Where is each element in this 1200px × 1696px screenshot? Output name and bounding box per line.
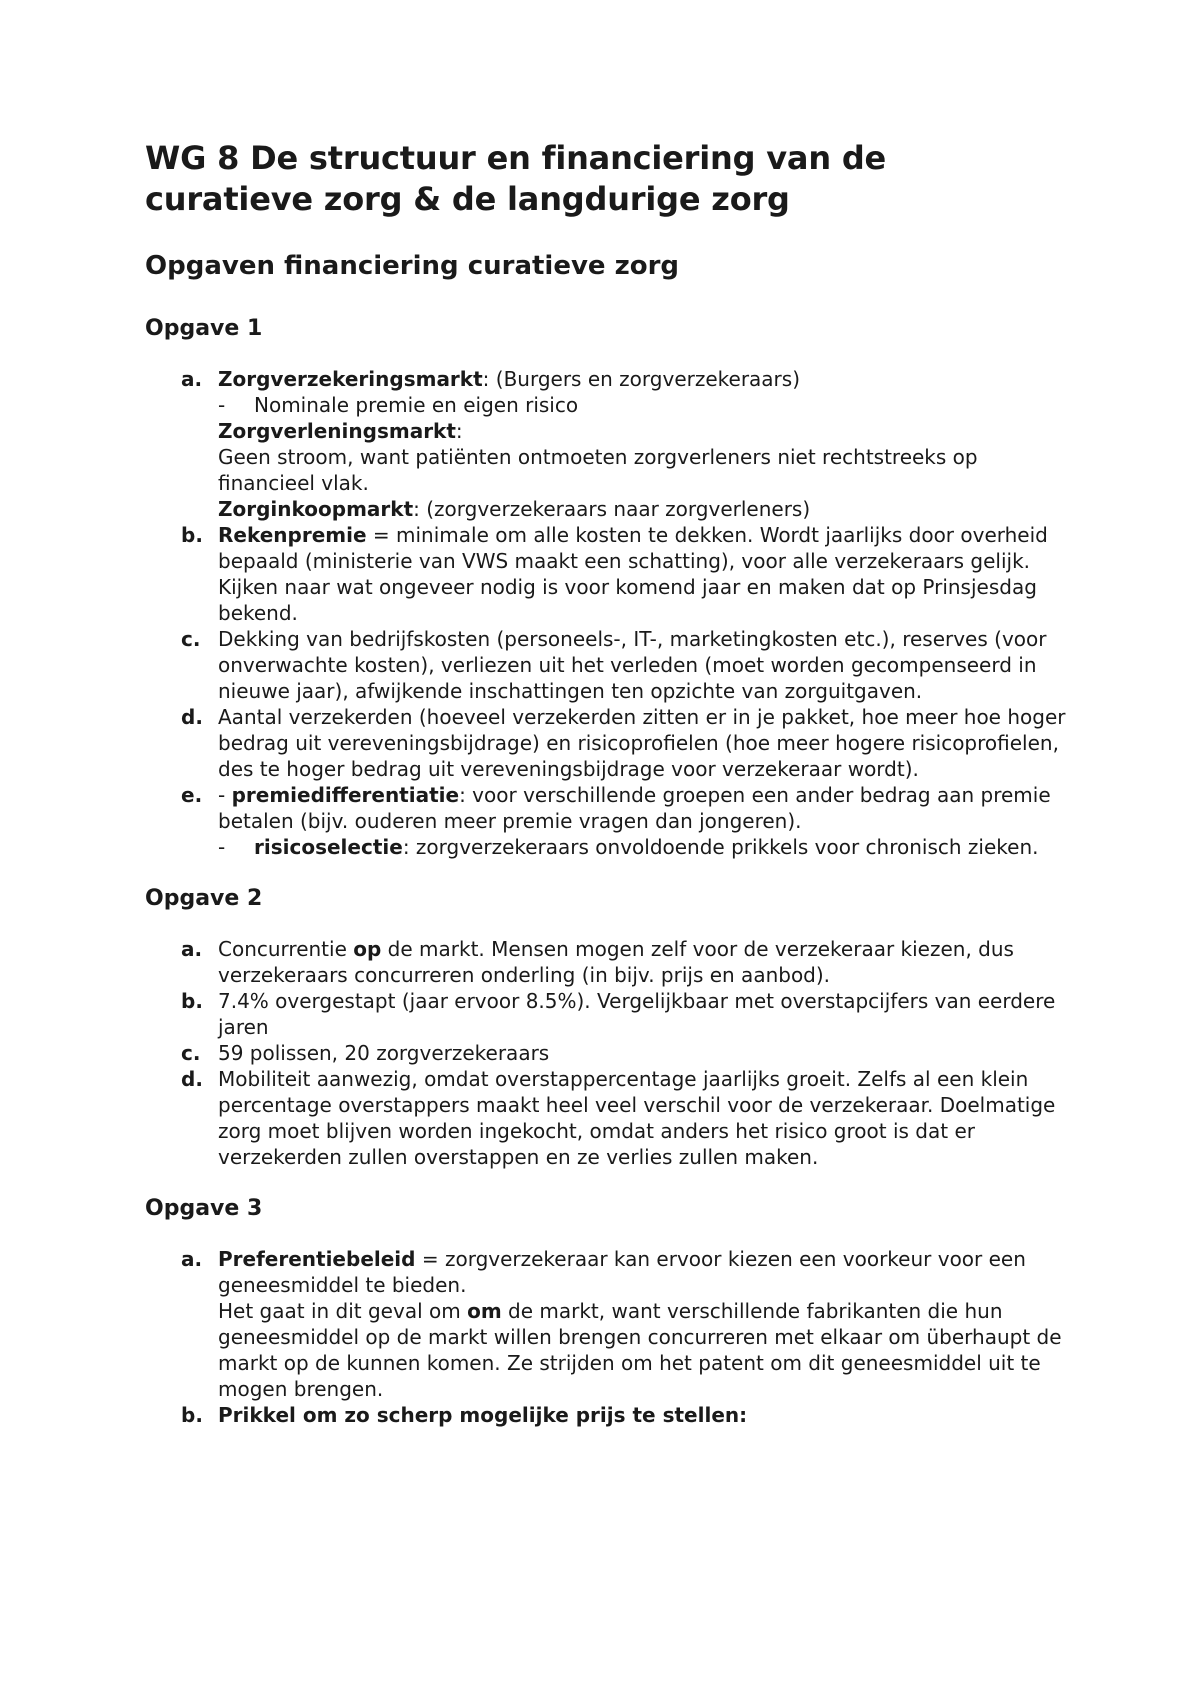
section-title: Opgaven financiering curatieve zorg xyxy=(145,251,680,281)
item-text xyxy=(218,1246,1075,1298)
item-text xyxy=(218,366,1075,392)
opgave-2-item-b xyxy=(145,988,1075,1040)
term-description: : zorgverzekeraars onvoldoende prikkels voor chronisch zieken. xyxy=(402,835,1039,859)
term: premiedifferentiatie xyxy=(231,783,460,807)
term: Zorgverzekeringsmarkt xyxy=(218,367,483,391)
item-letter: a. xyxy=(181,1247,203,1271)
item-letter: b. xyxy=(181,1403,203,1427)
item-letter: d. xyxy=(181,1067,203,1091)
opgave-2-item-c xyxy=(145,1040,1075,1066)
item-letter: c. xyxy=(181,627,201,651)
text-run: Het gaat in dit geval om xyxy=(218,1299,468,1323)
item-text xyxy=(218,936,1075,988)
opgave-3-item-a xyxy=(145,1246,1075,1402)
opgave-2-item-d xyxy=(145,1066,1075,1170)
term-description: = minimale om alle kosten te dekken. Wordt jaarlijks door overheid bepaald (ministerie van VWS maakt een schatting), voor alle verzekeraars gelijk. Kijken naar wat ongeveer nodig is voor komend jaar en maken dat op Prinsjesdag bekend. xyxy=(218,523,1048,625)
dash-lead: - xyxy=(218,783,232,807)
dash-item xyxy=(218,834,1075,860)
item-text: 59 polissen, 20 zorgverzekeraars xyxy=(218,1041,550,1065)
term-description: : (Burgers en zorgverzekeraars) xyxy=(482,367,800,391)
text-run: de markt, want verschillende fabrikanten die hun geneesmiddel op de markt willen brengen concurreren met elkaar om überhaupt de markt op de kunnen komen. Ze strijden om het patent om dit geneesmiddel uit te mogen brengen. xyxy=(218,1299,1062,1401)
opgave-1-item-a xyxy=(145,366,1075,522)
opgave-1-list xyxy=(145,366,1075,860)
item-text xyxy=(218,418,1075,444)
opgave-2-item-a xyxy=(145,936,1075,988)
opgave-1-item-c xyxy=(145,626,1075,704)
term: Rekenpremie xyxy=(218,523,367,547)
dash-item xyxy=(218,392,1075,418)
opgave-1-item-d xyxy=(145,704,1075,782)
dash-bullet: - xyxy=(218,835,226,859)
item-letter: b. xyxy=(181,523,203,547)
item-letter: c. xyxy=(181,1041,201,1065)
item-letter: a. xyxy=(181,367,203,391)
term-description: : voor verschillende groepen een ander bedrag aan premie betalen (bijv. ouderen meer premie vragen dan jongeren). xyxy=(218,783,1051,833)
item-letter: d. xyxy=(181,705,203,729)
text-run: de markt. Mensen mogen zelf voor de verzekeraar kiezen, dus verzekeraars concurreren onderling (in bijv. prijs en aanbod). xyxy=(218,937,1014,987)
item-letter: a. xyxy=(181,937,203,961)
title-line-2: curatieve zorg & de langdurige zorg xyxy=(145,180,790,218)
document-page xyxy=(145,138,1075,1428)
opgave-2-list xyxy=(145,936,1075,1170)
emphasis: op xyxy=(353,937,382,961)
opgave-1-item-b xyxy=(145,522,1075,626)
item-text xyxy=(218,1298,1075,1402)
opgave-2-heading: Opgave 2 xyxy=(145,886,263,911)
item-text: Aantal verzekerden (hoeveel verzekerden zitten er in je pakket, hoe meer hoe hoger bedrag uit vereveningsbijdrage) en risicoprofielen (hoe meer hogere risicoprofielen, des te hoger bedrag uit vereveningsbijdrage voor verzekeraar wordt). xyxy=(218,705,1066,781)
item-text: Geen stroom, want patiënten ontmoeten zorgverleners niet rechtstreeks op financieel vlak. xyxy=(218,445,978,495)
title-line-1: WG 8 De structuur en financiering van de xyxy=(145,139,887,177)
item-text xyxy=(218,522,1075,626)
term: risicoselectie xyxy=(254,835,403,859)
term-description: = zorgverzekeraar kan ervoor kiezen een voorkeur voor een geneesmiddel te bieden. xyxy=(218,1247,1026,1297)
opgave-1-item-e xyxy=(145,782,1075,860)
opgave-3-item-b xyxy=(145,1402,1075,1428)
term-description: : xyxy=(455,419,463,443)
opgave-3-heading: Opgave 3 xyxy=(145,1196,263,1221)
item-text: Dekking van bedrijfskosten (personeels-, IT-, marketingkosten etc.), reserves (voor onverwachte kosten), verliezen uit het verleden (moet worden gecompenseerd in nieuwe jaar), afwijkende inschattingen ten opzichte van zorguitgaven. xyxy=(218,627,1047,703)
emphasis: om xyxy=(467,1299,502,1323)
opgave-1-heading: Opgave 1 xyxy=(145,316,263,341)
item-text xyxy=(218,496,1075,522)
term: Zorginkoopmarkt xyxy=(218,497,414,521)
item-text: 7.4% overgestapt (jaar ervoor 8.5%). Vergelijkbaar met overstapcijfers van eerdere jaren xyxy=(218,989,1056,1039)
item-text: Prikkel om zo scherp mogelijke prijs te stellen: xyxy=(218,1403,748,1427)
document-title xyxy=(145,138,1075,220)
dash-bullet: - xyxy=(218,393,226,417)
dash-text xyxy=(254,834,1075,860)
term: Zorgverleningsmarkt xyxy=(218,419,456,443)
term: Preferentiebeleid xyxy=(218,1247,416,1271)
item-letter: e. xyxy=(181,783,203,807)
term-description: : (zorgverzekeraars naar zorgverleners) xyxy=(413,497,811,521)
dash-text: Nominale premie en eigen risico xyxy=(254,393,579,417)
item-text xyxy=(218,782,1075,834)
item-text: Mobiliteit aanwezig, omdat overstappercentage jaarlijks groeit. Zelfs al een klein percentage overstappers maakt heel veel verschil voor de verzekeraar. Doelmatige zorg moet blijven worden ingekocht, omdat anders het risico groot is dat er verzekerden zullen overstappen en ze verlies zullen maken. xyxy=(218,1067,1056,1169)
item-letter: b. xyxy=(181,989,203,1013)
opgave-3-list xyxy=(145,1246,1075,1428)
text-run: Concurrentie xyxy=(218,937,354,961)
